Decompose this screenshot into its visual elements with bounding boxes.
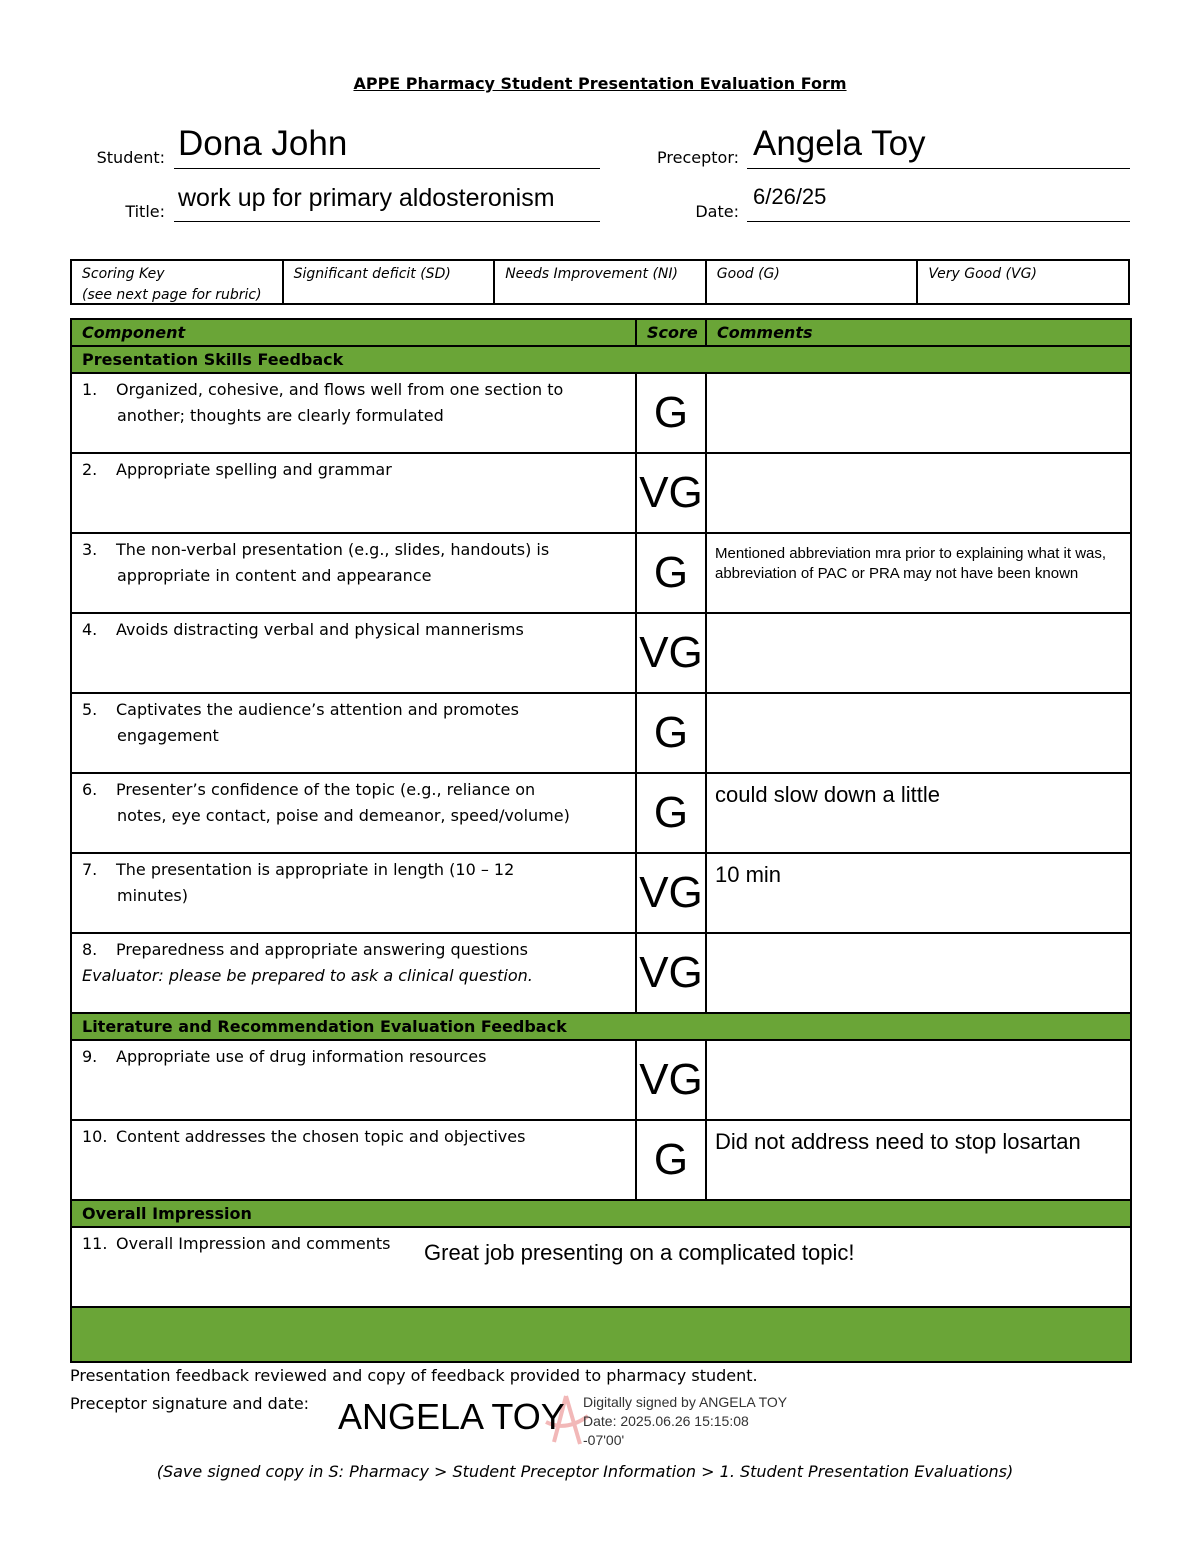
scoring-key-sd: Significant deficit (SD)	[284, 261, 496, 303]
section-overall: Overall Impression	[71, 1200, 1131, 1227]
student-field[interactable]: Dona John	[174, 124, 600, 169]
score-cell[interactable]: G	[636, 1120, 706, 1200]
comment-cell[interactable]	[706, 453, 1131, 533]
table-row: 1. Organized, cohesive, and flows well from one section to another; thoughts are clearly formulated G	[71, 373, 1131, 453]
form-title: APPE Pharmacy Student Presentation Evaluation Form	[353, 74, 847, 93]
overall-comment[interactable]: Great job presenting on a complicated topic!	[424, 1240, 855, 1265]
table-row: 10. Content addresses the chosen topic and objectives G Did not address need to stop losartan	[71, 1120, 1131, 1200]
digital-signature-info: Digitally signed by ANGELA TOY Date: 2025.06.26 15:15:08 -07'00'	[583, 1394, 788, 1448]
student-label: Student:	[96, 148, 165, 167]
header-component: Component	[71, 319, 636, 346]
table-row: 5. Captivates the audience’s attention and promotes engagement G	[71, 693, 1131, 773]
signature-name[interactable]: ANGELA TOY	[338, 1396, 565, 1437]
title-field[interactable]: work up for primary aldosteronism	[174, 184, 600, 222]
preceptor-label: Preceptor:	[657, 148, 739, 167]
component-text: Appropriate spelling and grammar	[116, 460, 392, 479]
comment-cell[interactable]	[706, 1040, 1131, 1120]
score-cell[interactable]: VG	[636, 933, 706, 1013]
evaluation-table	[70, 318, 1132, 1363]
comment-cell[interactable]	[706, 933, 1131, 1013]
component-text: Captivates the audience’s attention and promotes	[116, 700, 519, 719]
component-text: Preparedness and appropriate answering questions	[116, 940, 528, 959]
comment-cell[interactable]	[706, 613, 1131, 693]
header-score: Score	[636, 319, 706, 346]
table-row: 9. Appropriate use of drug information resources VG	[71, 1040, 1131, 1120]
score-cell[interactable]: VG	[636, 613, 706, 693]
scoring-key	[70, 259, 1130, 305]
score-cell[interactable]: VG	[636, 453, 706, 533]
title-label: Title:	[125, 202, 165, 221]
comment-cell[interactable]: Did not address need to stop losartan	[706, 1120, 1131, 1200]
score-cell[interactable]: G	[636, 533, 706, 613]
component-text: Appropriate use of drug information resources	[116, 1047, 487, 1066]
reviewed-text: Presentation feedback reviewed and copy of feedback provided to pharmacy student.	[70, 1366, 758, 1385]
score-cell[interactable]: G	[636, 693, 706, 773]
component-text: Content addresses the chosen topic and objectives	[116, 1127, 526, 1146]
overall-text: Overall Impression and comments	[116, 1234, 391, 1253]
date-field[interactable]: 6/26/25	[747, 184, 1130, 222]
score-cell[interactable]: G	[636, 773, 706, 853]
comment-cell[interactable]: Mentioned abbreviation mra prior to explaining what it was, abbreviation of PAC or PRA may not have been known	[706, 533, 1131, 613]
section-presentation: Presentation Skills Feedback	[71, 346, 1131, 373]
comment-cell[interactable]: could slow down a little	[706, 773, 1131, 853]
table-row: 4. Avoids distracting verbal and physical mannerisms VG	[71, 613, 1131, 693]
comment-cell[interactable]	[706, 373, 1131, 453]
header-comments: Comments	[706, 319, 1131, 346]
table-header	[71, 319, 1131, 346]
table-row: 3. The non-verbal presentation (e.g., slides, handouts) is appropriate in content and appearance G Mentioned abbreviation mra prior to explaining what it was, abbreviation of PAC or PRA may not have been known	[71, 533, 1131, 613]
preceptor-field[interactable]: Angela Toy	[747, 124, 1130, 169]
table-row: 6. Presenter’s confidence of the topic (e.g., reliance on notes, eye contact, poise and demeanor, speed/volume) G could slow down a little	[71, 773, 1131, 853]
component-text: Avoids distracting verbal and physical mannerisms	[116, 620, 524, 639]
table-row: 2. Appropriate spelling and grammar VG	[71, 453, 1131, 533]
component-text: The non-verbal presentation (e.g., slides, handouts) is	[116, 540, 550, 559]
save-note: (Save signed copy in S: Pharmacy > Student Preceptor Information > 1. Student Presentation Evaluations)	[156, 1462, 1014, 1481]
green-footer-bar	[71, 1307, 1131, 1362]
table-row: 8. Preparedness and appropriate answering questions Evaluator: please be prepared to ask a clinical question. VG	[71, 933, 1131, 1013]
scoring-key-label: Scoring Key (see next page for rubric)	[72, 261, 284, 303]
score-cell[interactable]: VG	[636, 1040, 706, 1120]
component-text: Organized, cohesive, and flows well from one section to	[116, 380, 564, 399]
comment-cell[interactable]: 10 min	[706, 853, 1131, 933]
scoring-key-vg: Very Good (VG)	[928, 266, 1037, 282]
comment-cell[interactable]	[706, 693, 1131, 773]
scoring-key-ni: Needs Improvement (NI)	[495, 261, 707, 303]
section-literature: Literature and Recommendation Evaluation Feedback	[71, 1013, 1131, 1040]
signature-label: Preceptor signature and date:	[70, 1394, 310, 1413]
score-cell[interactable]: VG	[636, 853, 706, 933]
component-text: The presentation is appropriate in length (10 – 12	[116, 860, 515, 879]
table-row: 7. The presentation is appropriate in length (10 – 12 minutes) VG 10 min	[71, 853, 1131, 933]
component-text: Presenter’s confidence of the topic (e.g., reliance on	[116, 780, 536, 799]
score-cell[interactable]: G	[636, 373, 706, 453]
scoring-key-g: Good (G)	[707, 261, 919, 303]
date-label: Date:	[695, 202, 739, 221]
overall-row: 11. Overall Impression and comments Great job presenting on a complicated topic!	[71, 1227, 1131, 1307]
